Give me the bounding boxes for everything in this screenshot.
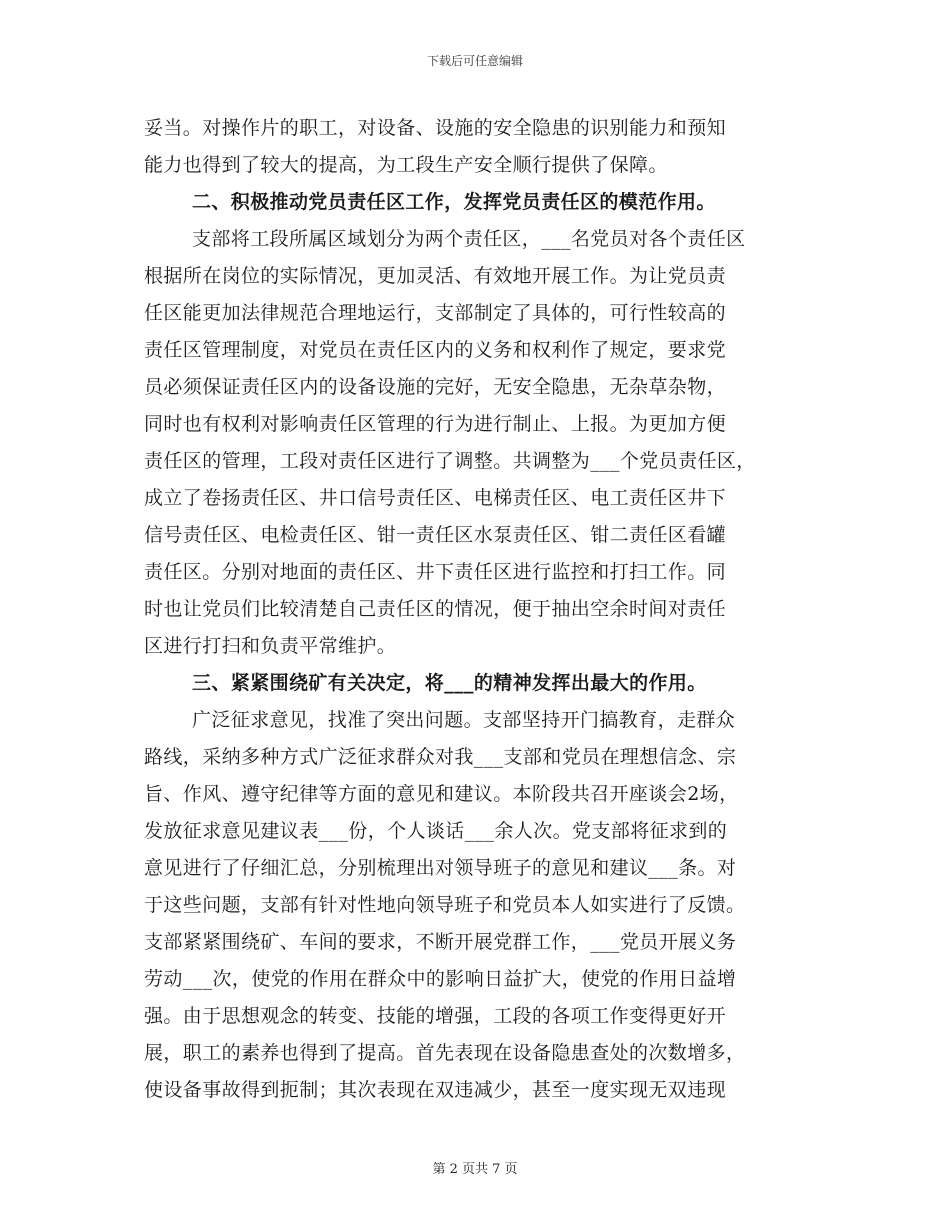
body-line: 支部将工段所属区域划分为两个责任区，___名党员对各个责任区 [192,228,746,250]
body-line: 责任区。分别对地面的责任区、井下责任区进行监控和打扫工作。同 [144,561,727,583]
body-line: 责任区管理制度，对党员在责任区内的义务和权利作了规定，要求党 [144,339,727,361]
body-line: 能力也得到了较大的提高，为工段生产安全顺行提供了保障。 [144,154,668,176]
body-line: 路线，采纳多种方式广泛征求群众对我___支部和党员在理想信念、宗 [144,746,737,768]
body-line: 员必须保证责任区内的设备设施的完好，无安全隐患，无杂草杂物， [144,376,727,398]
body-line: 区进行打扫和负责平常维护。 [144,635,397,657]
body-line: 使设备事故得到扼制；其次表现在双违减少，甚至一度实现无双违现 [144,1079,727,1101]
body-line: 责任区的管理，工段对责任区进行了调整。共调整为___个党员责任区， [144,450,756,472]
body-line: 同时也有权利对影响责任区管理的行为进行制止、上报。为更加方便 [144,413,727,435]
body-line: 妥当。对操作片的职工，对设备、设施的安全隐患的识别能力和预知 [144,117,727,139]
body-line: 展，职工的素养也得到了提高。首先表现在设备隐患查处的次数增多， [144,1042,746,1064]
page-footer: 第 2 页共 7 页 [432,1162,518,1177]
body-line: 意见进行了仔细汇总，分别梳理出对领导班子的意见和建议___条。对 [144,857,737,879]
body-line: 支部紧紧围绕矿、车间的要求，不断开展党群工作，___党员开展义务 [144,931,737,953]
body-line: 根据所在岗位的实际情况，更加灵活、有效地开展工作。为让党员责 [144,265,727,287]
body-line: 广泛征求意见，找准了突出问题。支部坚持开门搞教育，走群众 [192,709,736,731]
body-line: 信号责任区、电检责任区、钳一责任区水泵责任区、钳二责任区看罐 [144,524,727,546]
body-line: 成立了卷扬责任区、井口信号责任区、电梯责任区、电工责任区井下 [144,487,727,509]
document-body [144,110,844,1109]
body-line: 强。由于思想观念的转变、技能的增强，工段的各项工作变得更好开 [144,1005,727,1027]
body-line: 旨、作风、遵守纪律等方面的意见和建议。本阶段共召开座谈会2场， [144,783,739,805]
body-line: 任区能更加法律规范合理地运行，支部制定了具体的，可行性较高的 [144,302,727,324]
body-line: 时也让党员们比较清楚自己责任区的情况，便于抽出空余时间对责任 [144,598,727,620]
body-line: 发放征求意见建议表___份，个人谈话___余人次。党支部将征求到的 [144,820,728,842]
page-header: 下载后可任意编辑 [426,54,523,68]
section-heading-2: 二、积极推动党员责任区工作，发挥党员责任区的模范作用。 [192,191,716,213]
section-heading-3: 三、紧紧围绕矿有关决定，将___的精神发挥出最大的作用。 [192,672,707,694]
body-line: 于这些问题，支部有针对性地向领导班子和党员本人如实进行了反馈。 [144,894,746,916]
body-line: 劳动___次，使党的作用在群众中的影响日益扩大，使党的作用日益增 [144,968,737,990]
